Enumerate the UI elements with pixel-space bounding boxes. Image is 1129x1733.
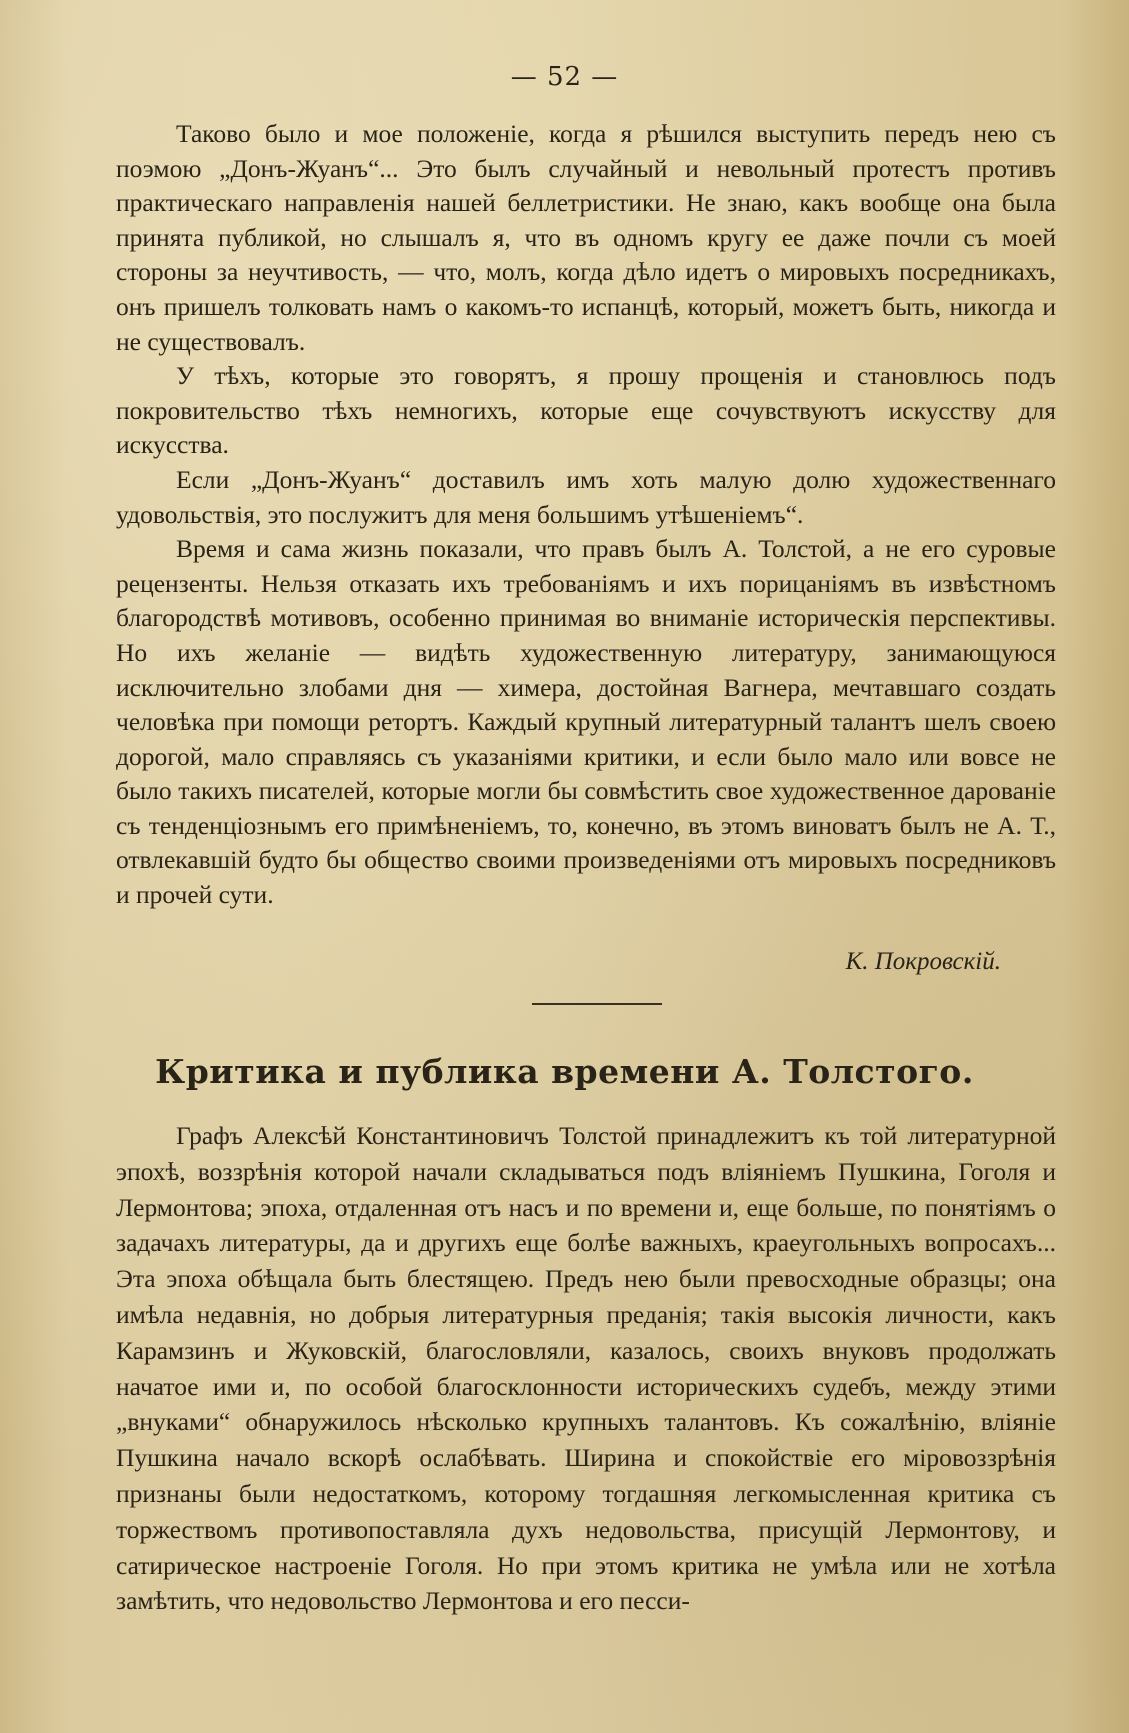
section-divider	[532, 1003, 662, 1005]
article-1-body	[116, 117, 1056, 913]
article-2-body	[116, 1118, 1056, 1619]
paragraph: Если „Донъ-Жуанъ“ доставилъ имъ хоть малую долю художественнаго удовольствія, это послужитъ для меня большимъ утѣшеніемъ“.	[116, 464, 1056, 529]
paragraph: Графъ Алексѣй Константиновичъ Толстой принадлежитъ къ той литературной эпохѣ, воззрѣнія которой начали складываться подъ вліяніемъ Пушкина, Гоголя и Лермонтова; эпоха, отдаленная отъ насъ и по времени и, еще больше, по понятіямъ о задачахъ литературы, да и другихъ еще болѣе важныхъ, краеугольныхъ вопросахъ... Эта эпоха обѣщала быть блестящею. Предъ нею были превосходные образцы; она имѣла недавнія, но добрыя литературныя преданія; такія высокія личности, какъ Карамзинъ и Жуковскій, благословляли, казалось, своихъ внуковъ продолжать начатое ими и, по особой благосклонности историческихъ судебъ, между этими „внуками“ обнаружилось нѣсколько крупныхъ талантовъ. Къ сожалѣнію, вліяніе Пушкина начало вскорѣ ослабѣвать. Ширина и спокойствіе его міровоззрѣнія признаны были недостаткомъ, которому тогдашняя легкомысленная критика съ торжествомъ противопоставляла духъ недовольства, присущій Лермонтову, и сатирическое настроеніе Гоголя. Но при этомъ критика не умѣла или не хотѣла замѣтить, что недовольство Лермонтова и его песси-	[116, 1121, 1056, 1616]
author-signature: К. Покровскій.	[845, 948, 1001, 975]
article-2-title: Критика и публика времени А. Толстого.	[155, 1052, 974, 1091]
paragraph: Таково было и мое положеніе, когда я рѣшился выступить передъ нею съ поэмою „Донъ-Жуанъ“... Это былъ случайный и невольный протестъ противъ практическаго направленія нашей беллетристики. Не знаю, какъ вообще она была принята публикой, но слышалъ я, что въ одномъ кругу ее даже почли съ моей стороны за неучтивость, — что, молъ, когда дѣло идетъ о мировыхъ посредникахъ, онъ пришелъ толковать намъ о какомъ-то испанцѣ, который, можетъ быть, никогда и не существовалъ.	[116, 119, 1056, 356]
page-number: — 52 —	[510, 62, 619, 92]
paragraph: Время и сама жизнь показали, что правъ былъ А. Толстой, а не его суровые рецензенты. Нельзя отказать ихъ требованіямъ и ихъ порицаніямъ въ извѣстномъ благородствѣ мотивовъ, особенно принимая во вниманіе историческія перспективы. Но ихъ желаніе — видѣть художественную литературу, занимающуюся исключительно злобами дня — химера, достойная Вагнера, мечтавшаго создать человѣка при помощи ретортъ. Каждый крупный литературный талантъ шелъ своею дорогой, мало справляясь съ указаніями критики, и если было мало или вовсе не было такихъ писателей, которые могли бы совмѣстить свое художественное дарованіе съ тенденціознымъ его примѣненіемъ, то, конечно, въ этомъ виноватъ былъ не А. Т., отвлекавшій будто бы общество своими произведеніями отъ мировыхъ посредниковъ и прочей сути.	[116, 534, 1056, 910]
paragraph: У тѣхъ, которые это говорятъ, я прошу прощенія и становлюсь подъ покровительство тѣхъ немногихъ, которые еще сочувствуютъ искусству для искусства.	[116, 361, 1056, 460]
